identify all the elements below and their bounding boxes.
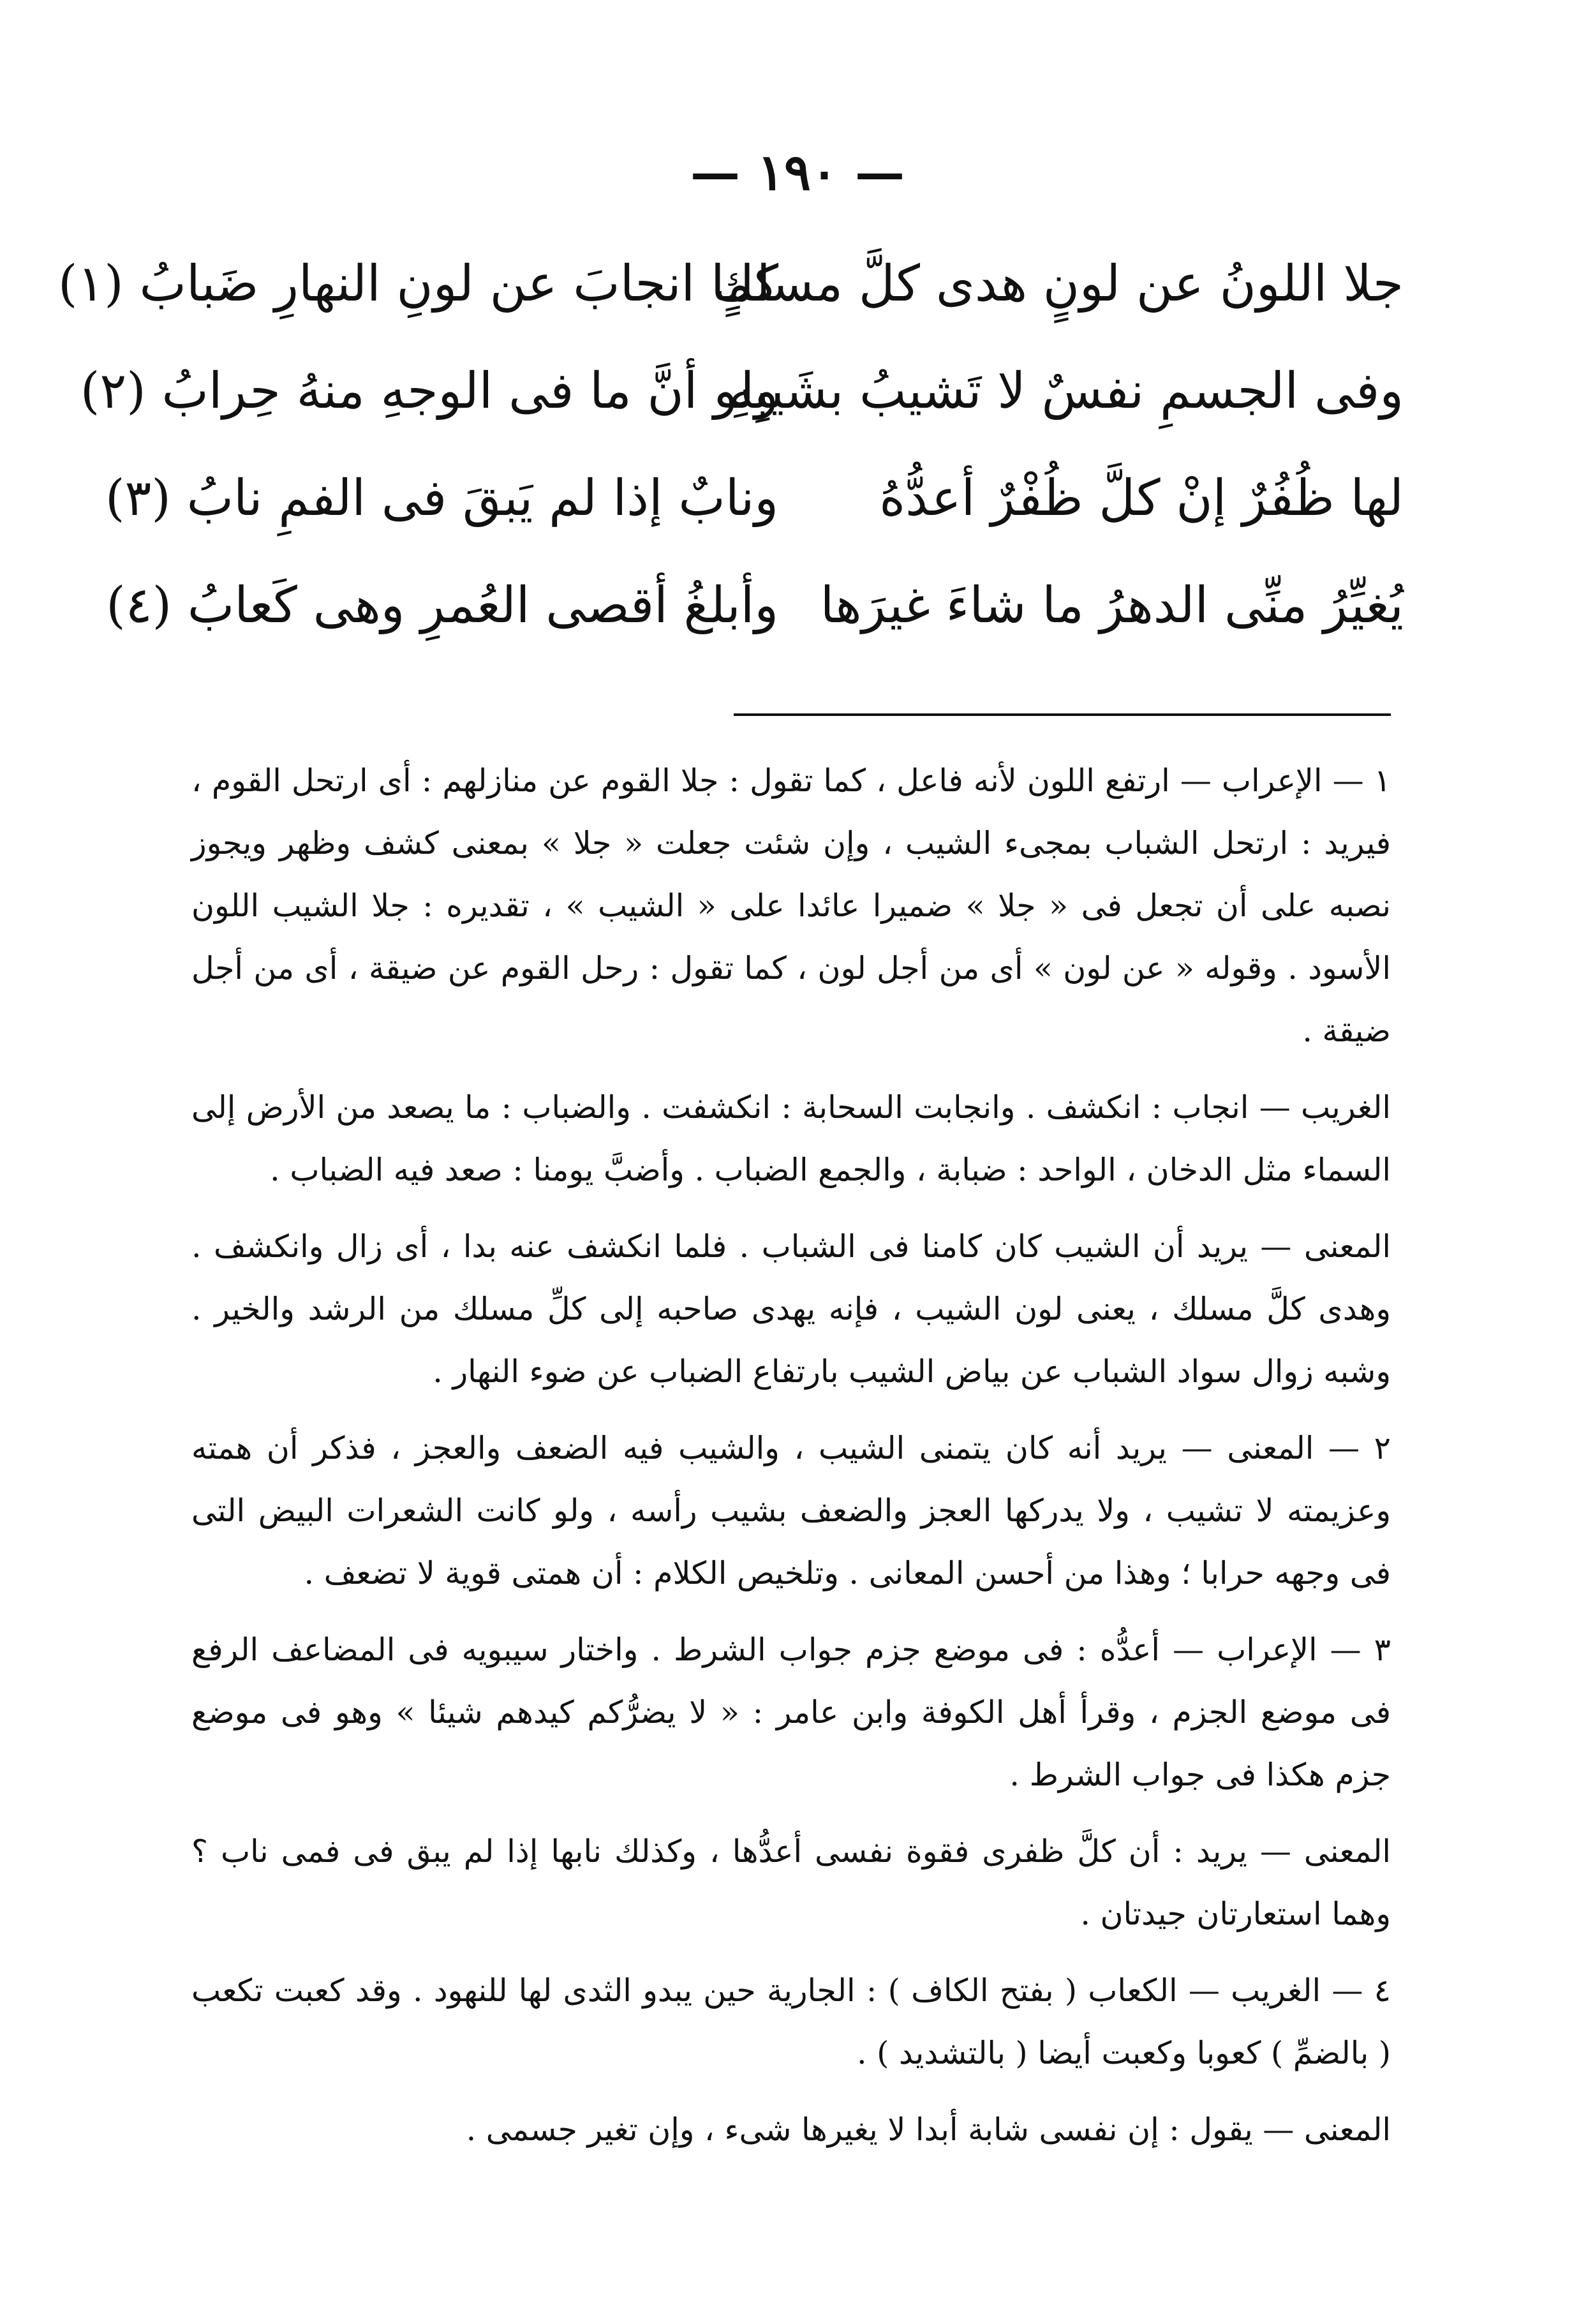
verse-line bbox=[106, 558, 1404, 665]
verse-first-hemistich: يُغيِّرُ منِّى الدهرُ ما شاءَ غيرَها bbox=[820, 577, 1404, 634]
verse-second-hemistich: ونابٌ إذا لم يَبقَ فى الفمِ نابُ (٣) bbox=[105, 470, 778, 527]
page-number: — ١٩٠ — bbox=[690, 144, 905, 202]
poem bbox=[57, 236, 1404, 665]
note-paragraph: المعنى — يريد أن الشيب كان كامنا فى الشباب . فلما انكشف عنه بدا ، أى زال وانكشف . وهدى كلَّ مسلك ، يعنى لون الشيب ، فإنه يهدى صاحبه إلى كلِّ مسلك من الرشد والخير . وشبه زوال سواد الشباب عن بياض الشيب بارتفاع الضباب عن ضوء النهار . bbox=[191, 1228, 1391, 1390]
verse-line bbox=[57, 236, 1404, 343]
verse-first-hemistich: جلا اللونُ عن لونٍ هدى كلَّ مسلكٍ bbox=[713, 255, 1404, 313]
verse-second-hemistich: ولو أنَّ ما فى الوجهِ منهُ حِرابُ (٢) bbox=[80, 362, 778, 420]
verse-second-hemistich: كما انجابَ عن لونِ النهارِ ضَبابُ (١) bbox=[57, 255, 778, 313]
footnote-separator-rule bbox=[734, 713, 1391, 716]
note-paragraph: المعنى — يريد : أن كلَّ ظفرى فقوة نفسى أعدُّها ، وكذلك نابها إذا لم يبق فى فمى ناب ؟ وهما استعارتان جيدتان . bbox=[191, 1833, 1391, 1932]
verse-first-hemistich: وفى الجسمِ نفسٌ لا تَشيبُ بشَيبِهِ bbox=[729, 362, 1404, 420]
verse-second-hemistich: وأبلغُ أقصى العُمرِ وهى كَعابُ (٤) bbox=[106, 577, 778, 634]
note-paragraph: المعنى — يقول : إن نفسى شابة أبدا لا يغيرها شىء ، وإن تغير جسمى . bbox=[466, 2112, 1391, 2148]
note-paragraph: ١ — الإعراب — ارتفع اللون لأنه فاعل ، كما تقول : جلا القوم عن منازلهم : أى ارتحل القوم ، فيريد : ارتحل الشباب بمجىء الشيب ، وإن شئت جعلت « جلا » بمعنى كشف وظهر ويجوز نصبه على أن تجعل فى « جلا » ضميرا عائدا على « الشيب » ، تقديره : جلا الشيب اللون الأسود . وقوله « عن لون » أى من أجل لون ، كما تقول : رحل القوم عن ضيقة ، أى من أجل ضيقة . bbox=[191, 763, 1391, 1049]
commentary-notes bbox=[191, 750, 1391, 2175]
verse-line bbox=[105, 451, 1404, 558]
note-paragraph: ٢ — المعنى — يريد أنه كان يتمنى الشيب ، والشيب فيه الضعف والعجز ، فذكر أن همته وعزيمته لا تشيب ، ولا يدركها العجز والضعف بشيب رأسه ، ولو كانت الشعرات البيض التى فى وجهه حرابا ؛ وهذا من أحسن المعانى . وتلخيص الكلام : أن همتى قوية لا تضعف . bbox=[191, 1430, 1391, 1591]
verse-first-hemistich: لها ظُفُرٌ إنْ كلَّ ظُفْرٌ أعدُّهُ bbox=[879, 470, 1404, 527]
note-paragraph: ٤ — الغريب — الكعاب ( بفتح الكاف ) : الجارية حين يبدو الثدى لها للنهود . وقد كعبت تكعب ( بالضمِّ ) كعوبا وكعبت أيضا ( بالتشديد ) . bbox=[191, 1972, 1391, 2071]
verse-line bbox=[80, 343, 1404, 451]
note-paragraph: ٣ — الإعراب — أعدُّه : فى موضع جزم جواب الشرط . واختار سيبويه فى المضاعف الرفع فى موضع الجزم ، وقرأ أهل الكوفة وابن عامر : « لا يضرُّكم كيدهم شيئا » وهو فى موضع جزم هكذا فى جواب الشرط . bbox=[191, 1632, 1391, 1793]
note-paragraph: الغريب — انجاب : انكشف . وانجابت السحابة : انكشفت . والضباب : ما يصعد من الأرض إلى السماء مثل الدخان ، الواحد : ضبابة ، والجمع الضباب . وأضبَّ يومنا : صعد فيه الضباب . bbox=[191, 1089, 1391, 1188]
